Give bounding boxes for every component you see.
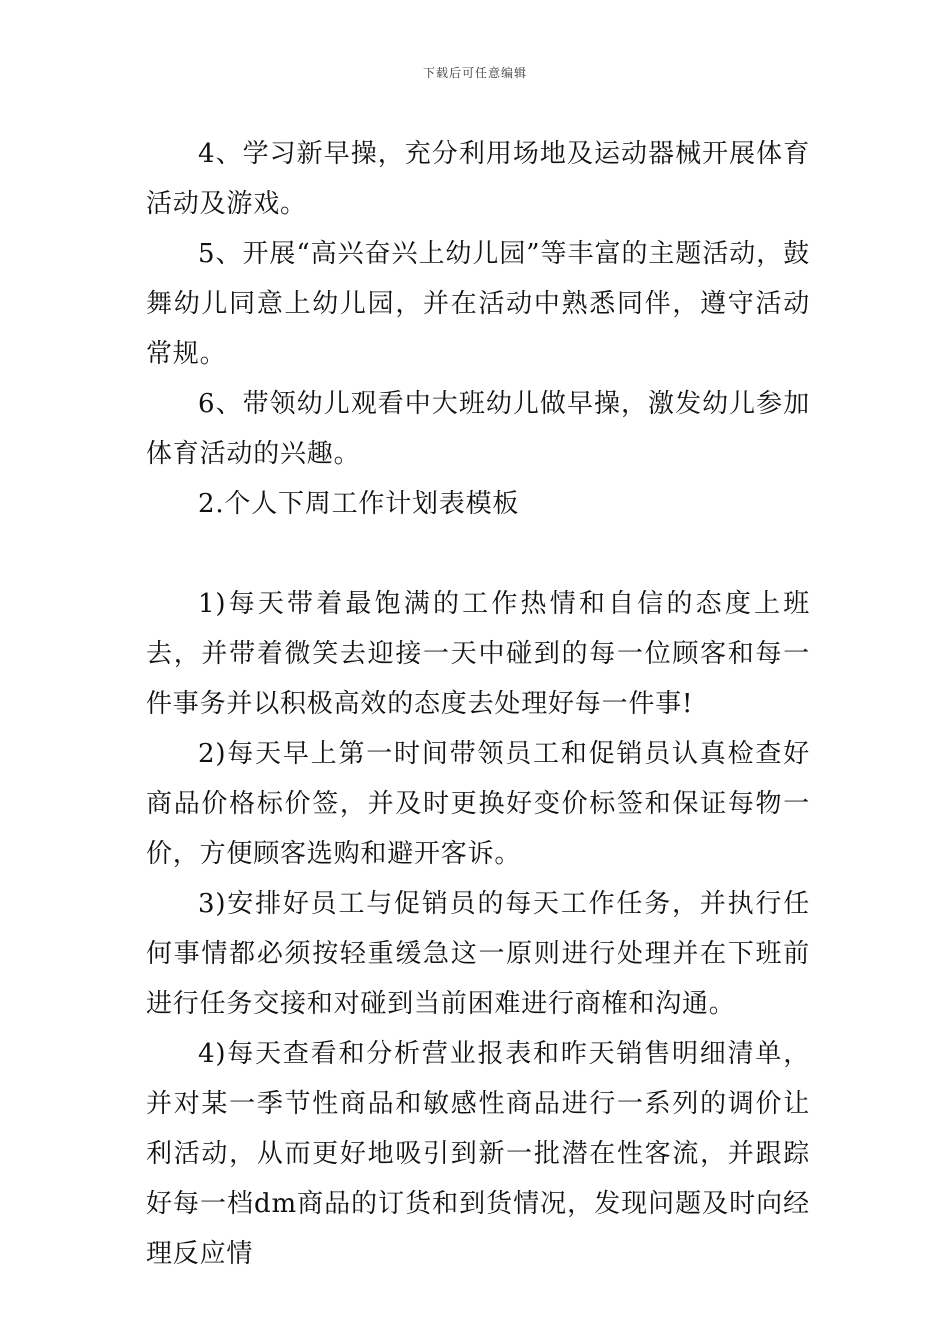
section-heading: 2.个人下周工作计划表模板	[198, 489, 520, 519]
plan-item-1: 1)每天带着最饱满的工作热情和自信的态度上班去，并带着微笑去迎接一天中碰到的每一位顾客和每一件事务并以积极高效的态度去处理好每一件事!	[146, 589, 810, 719]
plan-item-3: 3)安排好员工与促销员的每天工作任务，并执行任何事情都必须按轻重缓急这一原则进行处理并在下班前进行任务交接和对碰到当前困难进行商榷和沟通。	[146, 889, 810, 1019]
plan-item-4: 4)每天查看和分析营业报表和昨天销售明细清单，并对某一季节性商品和敏感性商品进行一系列的调价让利活动，从而更好地吸引到新一批潜在性客流，并跟踪好每一档dm商品的订货和到货情况，发现问题及时向经理反应情	[146, 1039, 810, 1269]
page-header-note: 下载后可任意编辑	[422, 66, 527, 80]
document-body	[146, 129, 810, 1279]
plan-item-2: 2)每天早上第一时间带领员工和促销员认真检查好商品价格标价签，并及时更换好变价标签和保证每物一价，方便顾客选购和避开客诉。	[146, 739, 810, 869]
paragraph-item-5: 5、开展“高兴奋兴上幼儿园”等丰富的主题活动，鼓舞幼儿同意上幼儿园，并在活动中熟悉同伴，遵守活动常规。	[146, 239, 810, 369]
paragraph-item-4: 4、学习新早操，充分利用场地及运动器械开展体育活动及游戏。	[146, 139, 810, 219]
blank-line	[146, 529, 810, 579]
paragraph-item-6: 6、带领幼儿观看中大班幼儿做早操，激发幼儿参加体育活动的兴趣。	[146, 389, 810, 469]
